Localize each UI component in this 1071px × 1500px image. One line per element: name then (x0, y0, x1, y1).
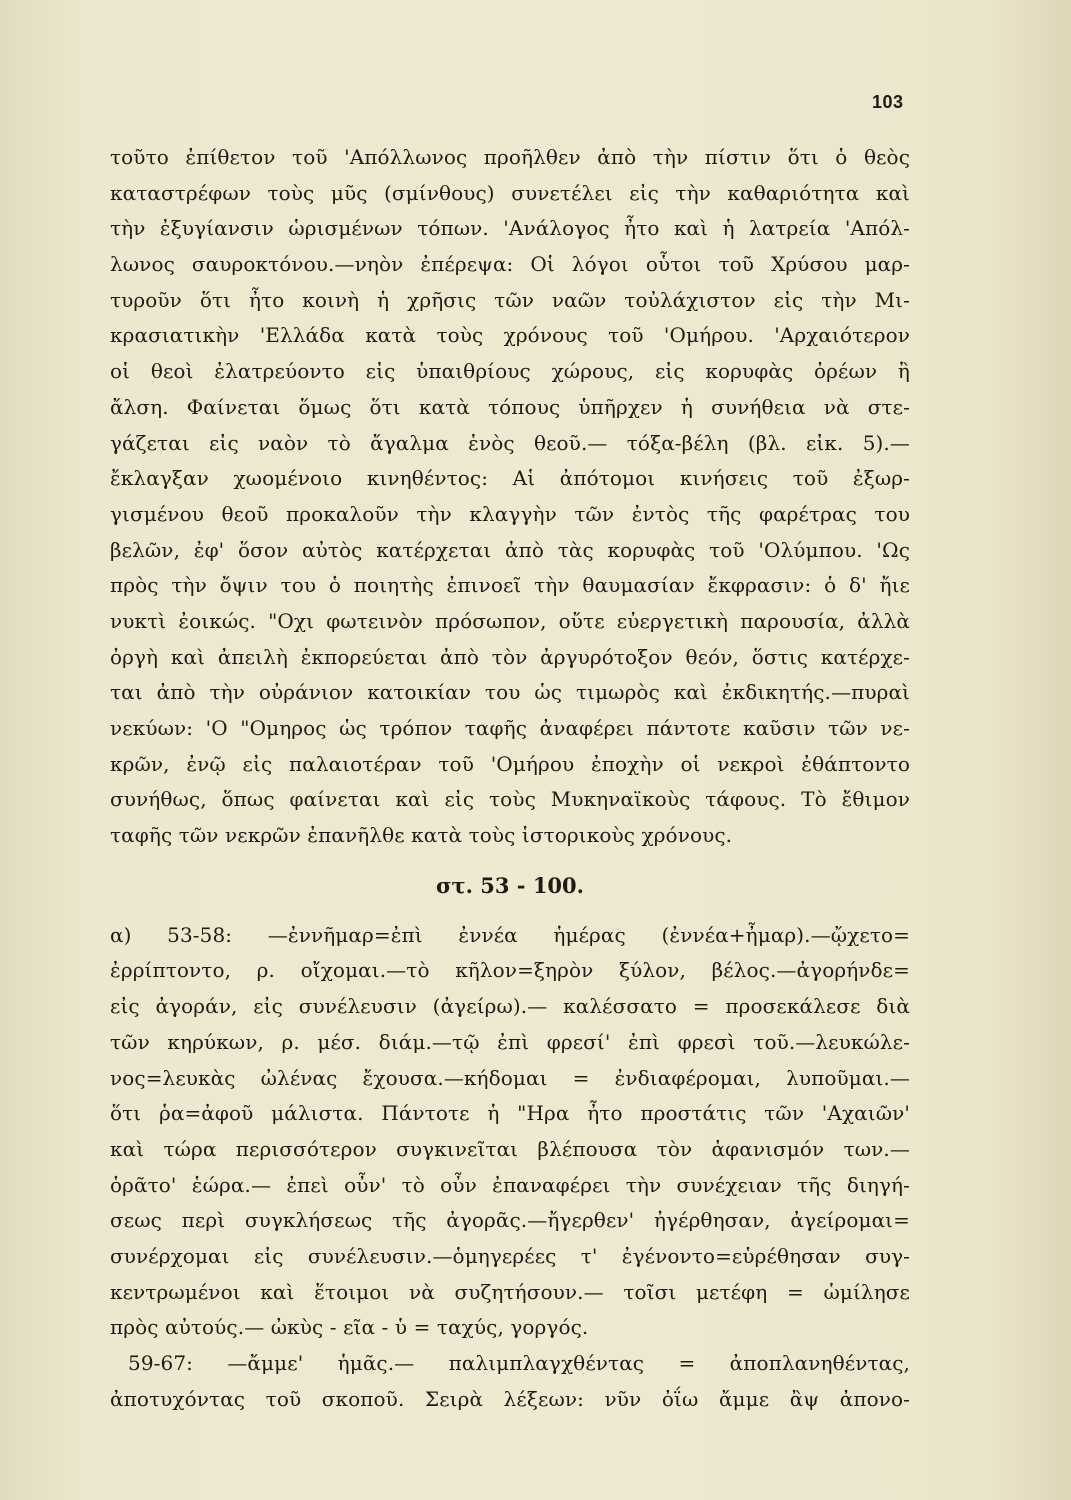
text-line: ἀποτυχόντας τοῦ σκοποῦ. Σειρὰ λέξεων: νῦν ὀΐω ἄμμε ἂψ ἀπονο- (110, 1386, 910, 1411)
paragraph-2 (110, 918, 910, 1346)
text-line: πρὸς τὴν ὄψιν του ὁ ποιητὴς ἐπινοεῖ τὴν θαυμασίαν ἔκφρασιν: ὁ δ' ἤιε (110, 573, 910, 598)
text-line: τῶν κηρύκων, ρ. μέσ. διάμ.—τῷ ἐπὶ φρεσί' ἐπὶ φρεσὶ τοῦ.—λευκώλε- (110, 1029, 910, 1054)
page-number: 103 (872, 92, 904, 112)
text-line: γάζεται εἰς ναὸν τὸ ἄγαλμα ἑνὸς θεοῦ.— τόξα-βέλη (βλ. εἰκ. 5).— (110, 430, 910, 455)
text-line: ἔκλαγξαν χωομένοιο κινηθέντος: Αἱ ἀπότομοι κινήσεις τοῦ ἐξωρ- (110, 466, 910, 491)
text-line: νυκτὶ ἐοικώς. "Οχι φωτεινὸν πρόσωπον, οὔτε εὐεργετικὴ παρουσία, ἀλλὰ (110, 608, 910, 633)
text-line: λωνος σαυροκτόνου.—νηὸν ἐπέρεψα: Οἱ λόγοι οὗτοι τοῦ Χρύσου μαρ- (110, 252, 910, 277)
text-line: οἱ θεοὶ ἐλατρεύοντο εἰς ὑπαιθρίους χώρους, εἰς κορυφὰς ὀρέων ἢ (110, 359, 910, 384)
text-line: α) 53-58: —ἐννῆμαρ=ἐπὶ ἐννέα ἡμέρας (ἐννέα+ἦμαρ).—ᾤχετο= (110, 922, 910, 947)
text-line: ἄλση. Φαίνεται ὅμως ὅτι κατὰ τόπους ὑπῆρχεν ἡ συνήθεια νὰ στε- (110, 394, 910, 419)
text-line: καὶ τώρα περισσότερον συγκινεῖται βλέπουσα τὸν ἀφανισμόν των.— (110, 1136, 910, 1161)
text-line: βελῶν, ἐφ' ὅσον αὐτὸς κατέρχεται ἀπὸ τὰς κορυφὰς τοῦ 'Ολύμπου. 'Ως (110, 537, 910, 562)
section-heading-text: στ. 53 - 100. (436, 872, 584, 898)
text-line: νεκύων: 'Ο "Ομηρος ὡς τρόπον ταφῆς ἀναφέρει πάντοτε καῦσιν τῶν νε- (110, 716, 910, 740)
text-line: ὅτι ῥα=ἀφοῦ μάλιστα. Πάντοτε ἡ "Ηρα ἦτο προστάτις τῶν 'Αχαιῶν' (110, 1101, 910, 1126)
text-line: καταστρέφων τοὺς μῦς (σμίνθους) συνετέλει εἰς τὴν καθαριότητα καὶ (110, 180, 910, 205)
text-line: 59-67: —ἄμμε' ἡμᾶς.— παλιμπλαγχθέντας = ἀποπλανηθέντας, (128, 1351, 910, 1375)
text-line: τὴν ἐξυγίανσιν ὡρισμένων τόπων. 'Ανάλογος ἦτο καὶ ἡ λατρεία 'Απόλ- (110, 216, 910, 241)
text-line: κρασιατικὴν 'Ελλάδα κατὰ τοὺς χρόνους τοῦ 'Ομήρου. 'Αρχαιότερον (110, 323, 910, 348)
text-line: νος=λευκὰς ὠλένας ἔχουσα.—κήδομαι = ἐνδιαφέρομαι, λυποῦμαι.— (110, 1065, 910, 1090)
text-line: εἰς ἀγοράν, εἰς συνέλευσιν (ἀγείρω).— καλέσσατο = προσεκάλεσε διὰ (110, 994, 910, 1019)
text-line: κεντρωμένοι καὶ ἕτοιμοι νὰ συζητήσουν.— τοῖσι μετέφη = ὡμίλησε (110, 1279, 910, 1304)
text-line: ται ἀπὸ τὴν οὐράνιον κατοικίαν του ὡς τιμωρὸς καὶ ἐκδικητής.—πυραὶ (110, 680, 910, 705)
text-line: τυροῦν ὅτι ἦτο κοινὴ ἡ χρῆσις τῶν ναῶν τοὐλάχιστον εἰς τὴν Μι- (110, 287, 910, 312)
text-line: ὀργὴ καὶ ἀπειλὴ ἐκπορεύεται ἀπὸ τὸν ἀργυρότοξον θεόν, ὅστις κατέρχε- (110, 644, 910, 669)
text-line: ὁρᾶτο' ἑώρα.— ἐπεὶ οὖν' τὸ οὖν ἐπαναφέρει τὴν συνέχειαν τῆς διηγή- (110, 1172, 910, 1197)
text-body (110, 140, 910, 1417)
text-line: συνέρχομαι εἰς συνέλευσιν.—ὁμηγερέες τ' ἐγένοντο=εὑρέθησαν συγ- (110, 1243, 910, 1268)
text-line: ἐρρίπτοντο, ρ. οἴχομαι.—τὸ κῆλον=ξηρὸν ξύλον, βέλος.—ἀγορήνδε= (110, 958, 910, 983)
text-line: τοῦτο ἐπίθετον τοῦ 'Απόλλωνος προῆλθεν ἀπὸ τὴν πίστιν ὅτι ὁ θεὸς (110, 145, 910, 169)
text-line: πρὸς αὐτούς.— ὠκὺς - εῖα - ὑ = ταχύς, γοργός. (110, 1315, 589, 1340)
text-line: γισμένου θεοῦ προκαλοῦν τὴν κλαγγὴν τῶν ἐντὸς τῆς φαρέτρας του (110, 501, 910, 526)
text-line: κρῶν, ἐνῷ εἰς παλαιοτέραν τοῦ 'Ομήρου ἐποχὴν οἱ νεκροὶ ἐθάπτοντο (110, 751, 910, 776)
text-line: συνήθως, ὅπως φαίνεται καὶ εἰς τοὺς Μυκηναϊκοὺς τάφους. Τὸ ἔθιμον (110, 787, 910, 812)
section-heading (110, 856, 910, 916)
paragraph-3 (110, 1346, 910, 1417)
text-line: σεως περὶ συγκλήσεως τῆς ἀγορᾶς.—ἤγερθεν' ἠγέρθησαν, ἀγείρομαι= (110, 1208, 910, 1233)
text-line: ταφῆς τῶν νεκρῶν ἐπανῆλθε κατὰ τοὺς ἱστορικοὺς χρόνους. (110, 823, 733, 848)
paragraph-1 (110, 140, 910, 854)
